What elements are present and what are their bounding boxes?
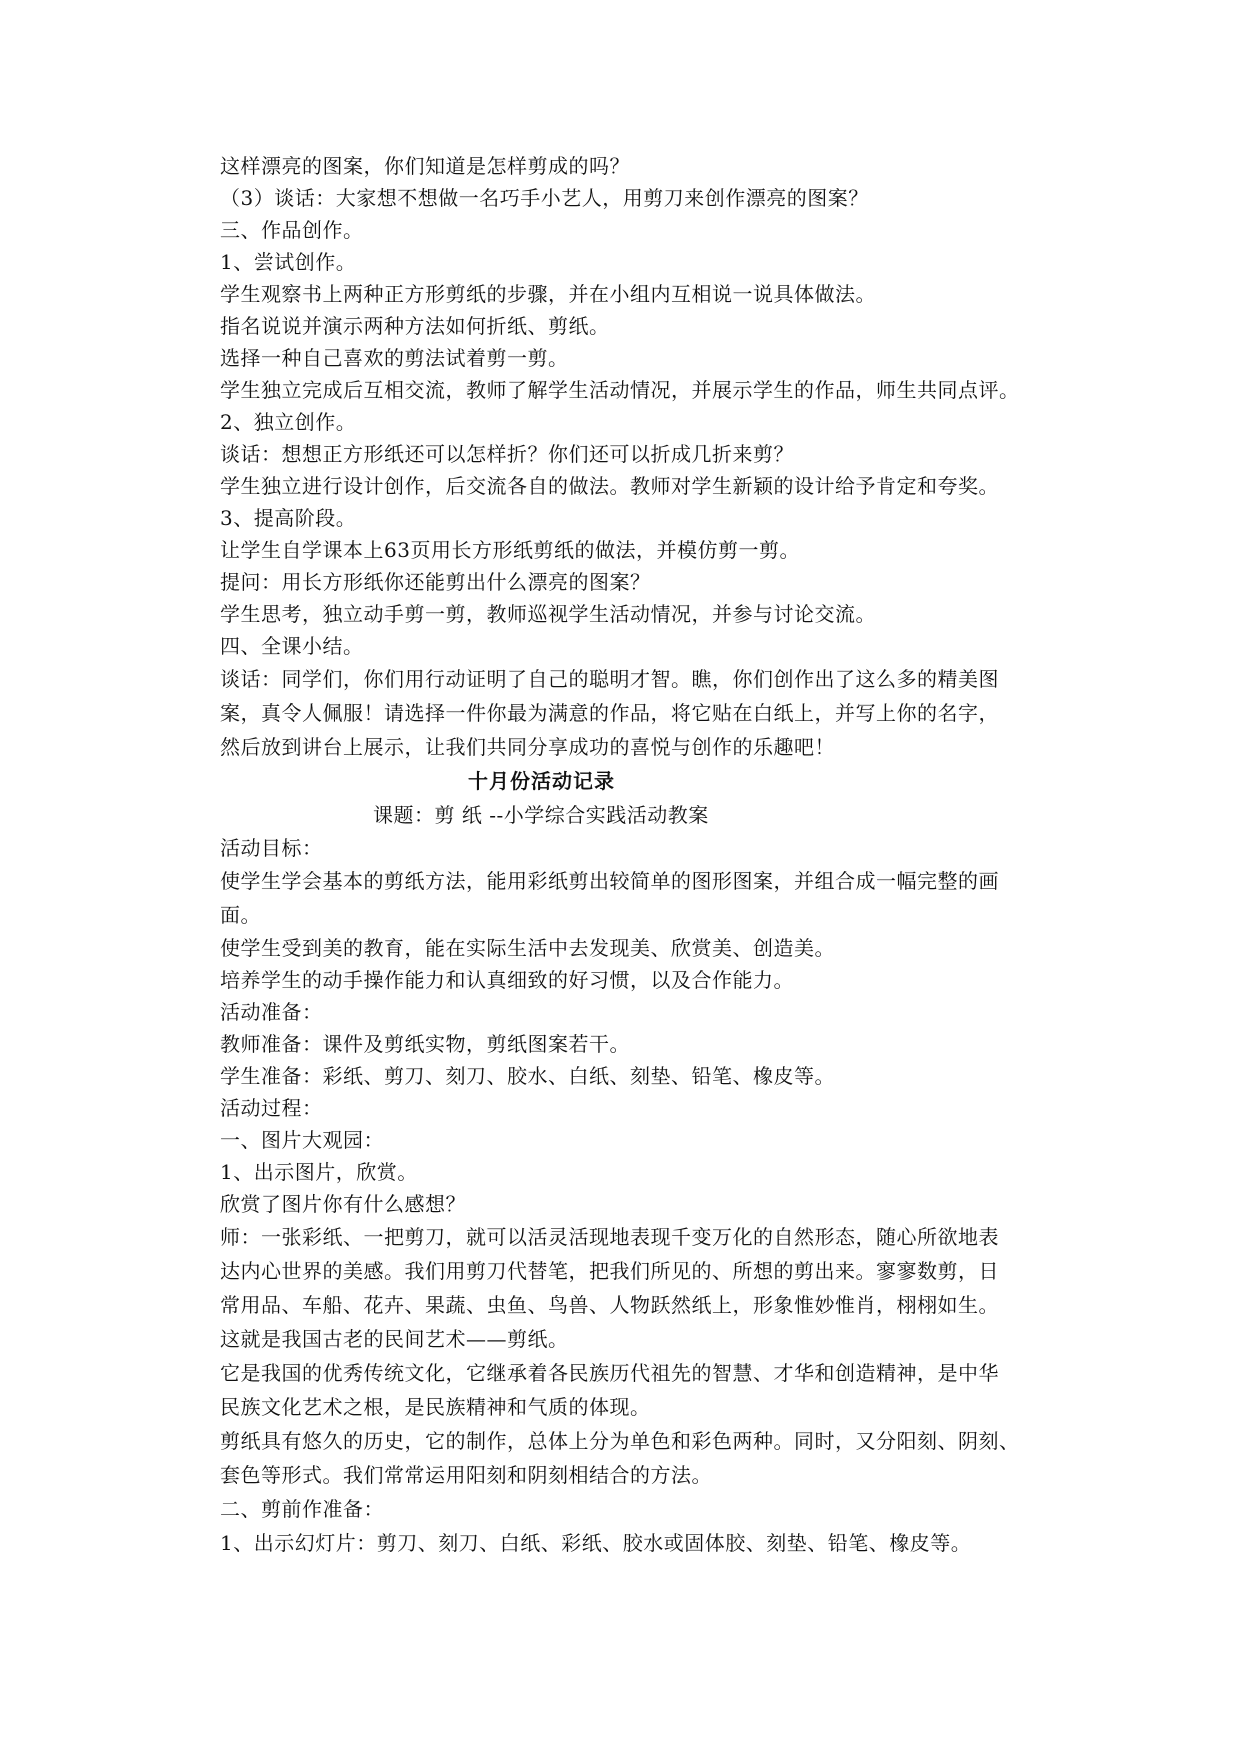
text-line: 指名说说并演示两种方法如何折纸、剪纸。 (220, 314, 610, 338)
section-heading: 二、剪前作准备： (220, 1497, 384, 1521)
text-line: 欣赏了图片你有什么感想？ (220, 1192, 466, 1216)
text-line: 让学生自学课本上63页用长方形纸剪纸的做法，并模仿剪一剪。 (220, 538, 800, 562)
text-line: 学生思考，独立动手剪一剪，教师巡视学生活动情况，并参与讨论交流。 (220, 602, 876, 626)
document-body (220, 150, 1055, 1560)
text-line: 套色等形式。我们常常运用阳刻和阴刻相结合的方法。 (220, 1463, 712, 1487)
text-line: 提问：用长方形纸你还能剪出什么漂亮的图案？ (220, 570, 651, 594)
step-heading: 1、出示幻灯片：剪刀、刻刀、白纸、彩纸、胶水或固体胶、刻垫、铅笔、橡皮等。 (220, 1531, 972, 1555)
text-line: 谈话：想想正方形纸还可以怎样折？你们还可以折成几折来剪？ (220, 442, 794, 466)
text-line: 常用品、车船、花卉、果蔬、虫鱼、鸟兽、人物跃然纸上，形象惟妙惟肖，栩栩如生。 (220, 1293, 999, 1317)
text-line: 学生独立进行设计创作，后交流各自的做法。教师对学生新颖的设计给予肯定和夸奖。 (220, 474, 999, 498)
section-heading: 活动准备： (220, 1000, 323, 1024)
text-line: 学生观察书上两种正方形剪纸的步骤，并在小组内互相说一说具体做法。 (220, 282, 876, 306)
text-line: 达内心世界的美感。我们用剪刀代替笔，把我们所见的、所想的剪出来。寥寥数剪，日 (220, 1259, 999, 1283)
text-line: 学生独立完成后互相交流，教师了解学生活动情况，并展示学生的作品，师生共同点评。 (220, 378, 1020, 402)
step-heading: 2、独立创作。 (220, 410, 357, 434)
text-line: 师：一张彩纸、一把剪刀，就可以活灵活现地表现千变万化的自然形态，随心所欲地表 (220, 1225, 999, 1249)
text-line: 选择一种自己喜欢的剪法试着剪一剪。 (220, 346, 569, 370)
section-heading: 一、图片大观园： (220, 1128, 384, 1152)
text-line: 案，真令人佩服！请选择一件你最为满意的作品，将它贴在白纸上，并写上你的名字， (220, 701, 999, 725)
lesson-subtitle: 课题：剪 纸 --小学综合实践活动教案 (373, 803, 709, 827)
text-line: 谈话：同学们，你们用行动证明了自己的聪明才智。瞧，你们创作出了这么多的精美图 (220, 667, 999, 691)
lesson-continuation (220, 150, 1055, 764)
text-line: 它是我国的优秀传统文化，它继承着各民族历代祖先的智慧、才华和创造精神，是中华 (220, 1361, 999, 1385)
text-line: 学生准备：彩纸、剪刀、刻刀、胶水、白纸、刻垫、铅笔、橡皮等。 (220, 1064, 835, 1088)
text-line: 使学生学会基本的剪纸方法，能用彩纸剪出较简单的图形图案，并组合成一幅完整的画 (220, 869, 999, 893)
section-heading: 活动目标： (220, 836, 323, 860)
step-heading: 1、尝试创作。 (220, 250, 357, 274)
text-line: 使学生受到美的教育，能在实际生活中去发现美、欣赏美、创造美。 (220, 936, 835, 960)
section-heading: 三、作品创作。 (220, 218, 364, 242)
step-heading: 3、提高阶段。 (220, 506, 357, 530)
step-heading: 1、出示图片，欣赏。 (220, 1160, 418, 1184)
text-line: 培养学生的动手操作能力和认真细致的好习惯，以及合作能力。 (220, 968, 794, 992)
lesson-plan (220, 832, 1055, 1560)
text-line: 这样漂亮的图案，你们知道是怎样剪成的吗？ (220, 154, 630, 178)
text-line: 这就是我国古老的民间艺术——剪纸。 (220, 1327, 569, 1351)
text-line: 剪纸具有悠久的历史，它的制作，总体上分为单色和彩色两种。同时，又分阳刻、阴刻、 (220, 1429, 1020, 1453)
section-heading: 四、全课小结。 (220, 634, 364, 658)
text-line: （3）谈话：大家想不想做一名巧手小艺人，用剪刀来创作漂亮的图案？ (220, 186, 869, 210)
text-line: 民族文化艺术之根，是民族精神和气质的体现。 (220, 1395, 651, 1419)
text-line: 教师准备：课件及剪纸实物，剪纸图案若干。 (220, 1032, 630, 1056)
text-line: 面。 (220, 903, 261, 927)
text-line: 然后放到讲台上展示，让我们共同分享成功的喜悦与创作的乐趣吧！ (220, 735, 835, 759)
record-title: 十月份活动记录 (468, 769, 615, 793)
section-heading: 活动过程： (220, 1096, 323, 1120)
